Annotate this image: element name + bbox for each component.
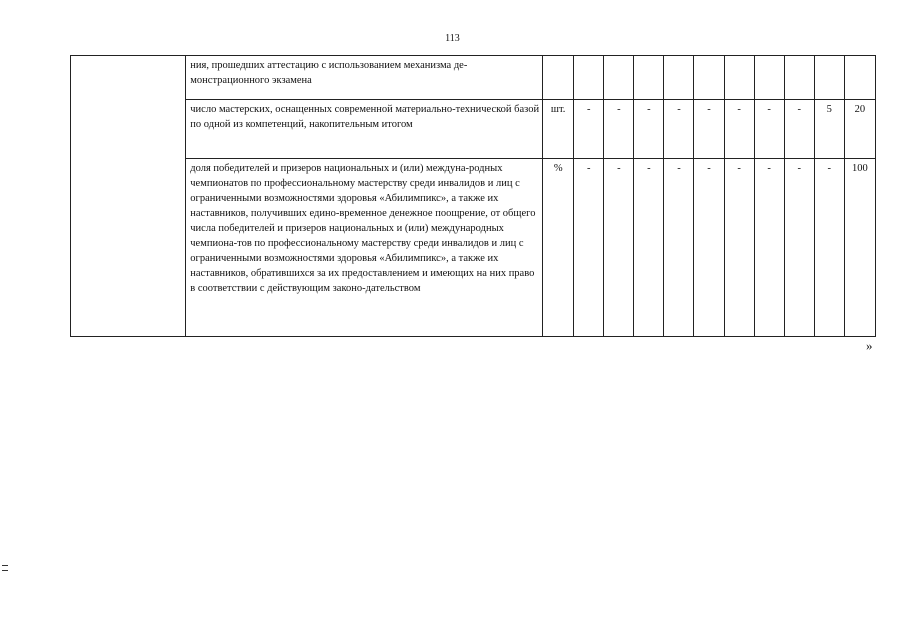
value-cell (634, 56, 664, 100)
value-cell (814, 56, 844, 100)
value-cell (574, 56, 604, 100)
page-number: 113 (445, 33, 460, 44)
value-cell: - (724, 159, 754, 337)
value-cell: - (574, 159, 604, 337)
table-row (71, 100, 876, 159)
value-cell: 100 (844, 159, 875, 337)
margin-mark (2, 565, 8, 571)
value-cell (844, 56, 875, 100)
value-cell: - (754, 159, 784, 337)
unit-cell: шт. (543, 100, 574, 159)
value-cell: - (604, 100, 634, 159)
indicator-cell: число мастерских, оснащенных современной материально-технической базой по одной из компетенций, накопительным итогом (186, 100, 543, 159)
closing-quote: » (866, 338, 873, 353)
value-cell: - (694, 100, 724, 159)
indicators-table (70, 55, 876, 337)
value-cell: - (784, 100, 814, 159)
value-cell (754, 56, 784, 100)
value-cell: - (634, 100, 664, 159)
value-cell: - (664, 159, 694, 337)
value-cell (784, 56, 814, 100)
value-cell: - (694, 159, 724, 337)
value-cell: - (604, 159, 634, 337)
value-cell: - (574, 100, 604, 159)
value-cell: 5 (814, 100, 844, 159)
value-cell: - (754, 100, 784, 159)
section-cell (71, 56, 186, 337)
value-cell (604, 56, 634, 100)
value-cell: - (664, 100, 694, 159)
value-cell (724, 56, 754, 100)
indicator-cell: доля победителей и призеров национальных и (или) междуна-родных чемпионатов по профессиональному мастерству среди инвалидов и лиц с ограниченными возможностями здоровья «Абилимпикс», а также их наставников, получивших едино-временное денежное поощрение, от общего числа победителей и призеров национальных и (или) международных чемпиона-тов по профессиональному мастерству среди инвалидов и лиц с ограниченными возможностями здоровья «Абилимпикс», а также их наставников, обратившихся за их предоставлением и имеющих на них право в соответствии с действующим законо-дательством (186, 159, 543, 337)
table-row (71, 56, 876, 100)
value-cell: - (724, 100, 754, 159)
value-cell: - (784, 159, 814, 337)
value-cell: - (634, 159, 664, 337)
value-cell (694, 56, 724, 100)
unit-cell: % (543, 159, 574, 337)
unit-cell (543, 56, 574, 100)
indicator-cell: ния, прошедших аттестацию с использованием механизма де-монстрационного экзамена (186, 56, 543, 100)
value-cell: - (814, 159, 844, 337)
table-row (71, 159, 876, 337)
value-cell: 20 (844, 100, 875, 159)
value-cell (664, 56, 694, 100)
